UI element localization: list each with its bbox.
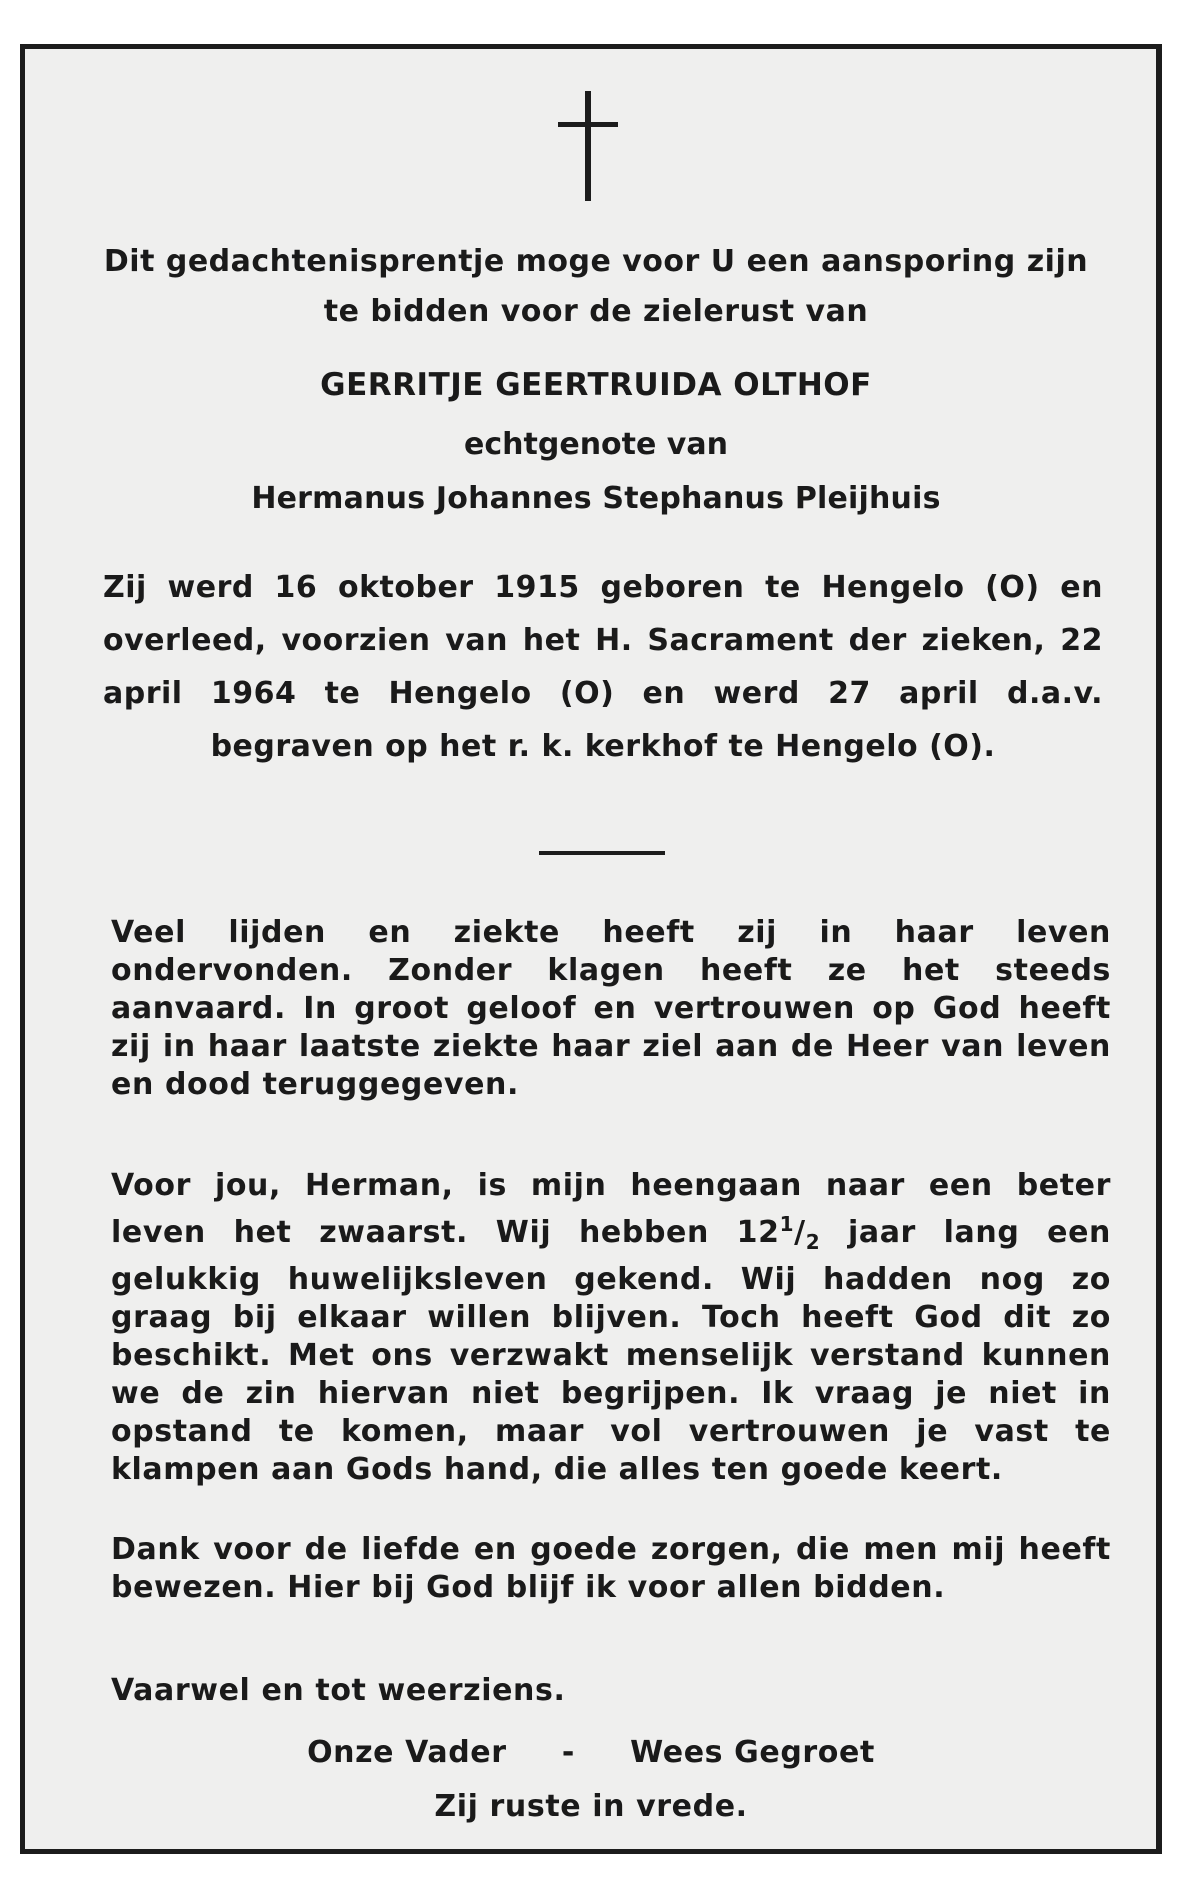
- fraction-numerator: 1: [779, 1212, 795, 1236]
- intro-text: Dit gedachtenisprentje moge voor U een aansporing zijn te bidden voor de zielerust van: [103, 244, 1089, 329]
- prayer-hail-mary: Wees Gegroet: [630, 1735, 875, 1770]
- paragraph-herman-end: jaar lang een gelukkig huwelijksleven gekend. Wij hadden nog zo graag bij elkaar willen blijven. Toch heeft God dit zo beschikt. Met ons verzwakt menselijk verstand kunnen we de zin hiervan niet begrijpen. Ik vraag je niet in opstand te komen, maar vol vertrouwen je vast te klampen aan Gods hand, die alles ten goede keert.: [111, 1215, 1112, 1487]
- prayers-line: [25, 1735, 1157, 1770]
- cross-icon: [25, 49, 1157, 249]
- paragraph-herman: Voor jou, Herman, is mijn heengaan naar een beter leven het zwaarst. Wij hebben $12^1/_2$ jaar lang een gelukkig huwelijksleven gekend. Wij hadden nog zo graag bij elkaar willen blijven. Toch heeft God dit zo beschikt. Met ons verzwakt menselijk verstand kunnen we de zin hiervan niet begrijpen. Ik vraag je niet in opstand te komen, maar vol vertrouwen je vast te klampen aan Gods hand, die alles ten goede keert.: [111, 1168, 1112, 1487]
- rest-in-peace: Zij ruste in vrede.: [434, 1789, 748, 1824]
- life-facts: Zij werd 16 oktober 1915 geboren te Hengelo (O) en overleed, voorzien van het H. Sacrament der zieken, 22 april 1964 te Hengelo (O) en werd 27 april d.a.v. begraven op het r. k. kerkhof te Hengelo (O).: [103, 570, 1103, 764]
- divider-line: [539, 851, 665, 855]
- paragraph-thanks: Dank voor de liefde en goede zorgen, die men mij heeft bewezen. Hier bij God blijf ik voor allen bidden.: [111, 1532, 1111, 1605]
- relation-text: echtgenote van: [464, 427, 728, 462]
- prayer-our-father: Onze Vader: [307, 1735, 507, 1770]
- paragraph-suffering: Veel lijden en ziekte heeft zij in haar leven ondervonden. Zonder klagen heeft ze het steeds aanvaard. In groot geloof en vertrouwen op God heeft zij in haar laatste ziekte haar ziel aan de Heer van leven en dood teruggegeven.: [111, 915, 1111, 1102]
- prayer-separator: -: [561, 1735, 575, 1770]
- fraction-denominator: 2: [805, 1230, 821, 1254]
- deceased-name: GERRITJE GEERTRUIDA OLTHOF: [320, 367, 872, 403]
- paragraph-herman-start: Voor jou, Herman, is mijn heengaan naar een beter leven het zwaarst. Wij hebben 12: [111, 1168, 1111, 1250]
- husband-name: Hermanus Johannes Stephanus Pleijhuis: [251, 481, 941, 516]
- memorial-card: [20, 44, 1162, 1854]
- farewell-text: Vaarwel en tot weerziens.: [111, 1673, 566, 1708]
